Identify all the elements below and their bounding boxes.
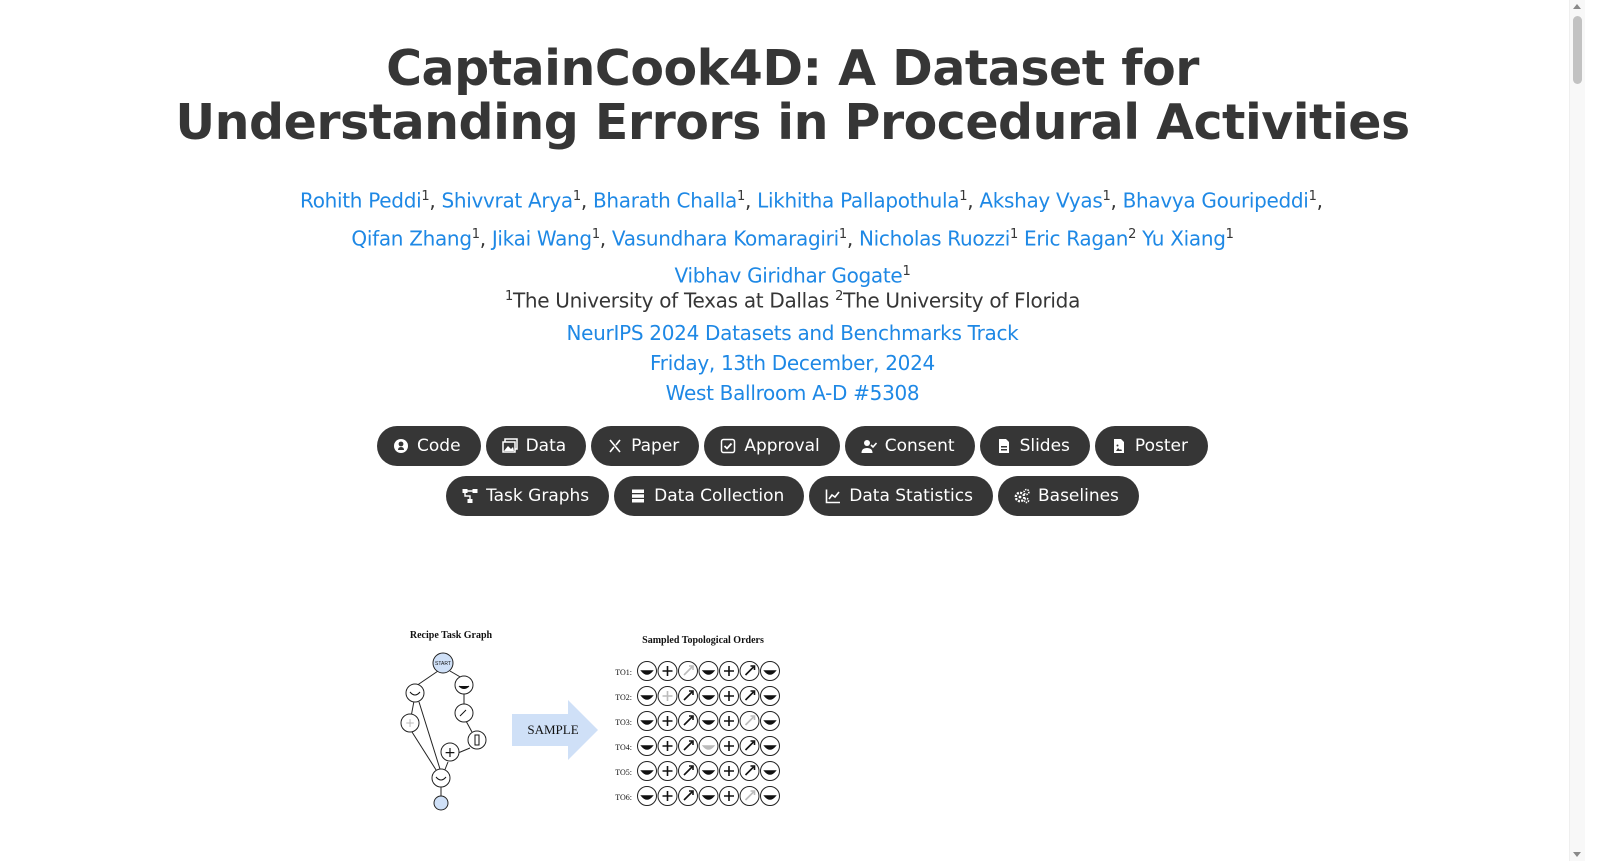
author-separator: , bbox=[1110, 188, 1117, 213]
scrollbar-thumb[interactable] bbox=[1573, 16, 1582, 84]
end-node bbox=[434, 796, 448, 810]
baselines-button[interactable] bbox=[998, 476, 1139, 516]
bowl-icon bbox=[432, 769, 450, 787]
baselines-button-label: Baselines bbox=[1037, 486, 1119, 506]
paper-button[interactable] bbox=[591, 426, 699, 466]
order-label: TO2: bbox=[615, 693, 632, 702]
author-affiliation-mark: 1 bbox=[572, 189, 581, 204]
task-graphs-button-label: Task Graphs bbox=[486, 486, 590, 506]
author-link-rohith-peddi[interactable]: Rohith Peddi bbox=[300, 188, 422, 213]
author-link-bharath-challa[interactable]: Bharath Challa bbox=[592, 188, 738, 213]
author-link-qifan-zhang[interactable]: Qifan Zhang bbox=[351, 226, 472, 251]
author-separator: , bbox=[1316, 188, 1323, 213]
author-affiliation-mark: 1 bbox=[471, 226, 480, 242]
approval-button[interactable] bbox=[704, 426, 839, 466]
author-separator: , bbox=[599, 226, 606, 251]
author-link-jikai-wang[interactable]: Jikai Wang bbox=[491, 226, 592, 251]
author-affiliation-mark: 1 bbox=[421, 189, 430, 204]
author-affiliation-mark: 1 bbox=[902, 264, 911, 280]
title-line-2: Understanding Errors in Procedural Activities bbox=[175, 94, 1410, 151]
sitemap-icon bbox=[462, 488, 478, 504]
author-link-likhitha-pallapothula[interactable]: Likhitha Pallapothula bbox=[757, 188, 960, 213]
pan-icon bbox=[406, 684, 424, 702]
author-list bbox=[300, 180, 1323, 293]
author-affiliation-mark: 1 bbox=[1102, 189, 1111, 204]
data-collection-button[interactable] bbox=[614, 476, 804, 516]
task-graphs-button[interactable] bbox=[446, 476, 609, 516]
task-graph-figure bbox=[400, 628, 810, 828]
title-line-1: CaptainCook4D: A Dataset for bbox=[386, 40, 1199, 97]
order-label: TO3: bbox=[615, 718, 632, 727]
chart-line-icon bbox=[825, 488, 841, 504]
author-affiliation-mark: 2 bbox=[1128, 226, 1137, 242]
link-button-row-1 bbox=[0, 426, 1585, 466]
author-separator: , bbox=[967, 188, 974, 213]
user-check-icon bbox=[861, 438, 877, 454]
database-icon bbox=[630, 488, 646, 504]
check-square-icon bbox=[720, 438, 736, 454]
code-button-label: Code bbox=[417, 436, 461, 456]
venue-track: NeurIPS 2024 Datasets and Benchmarks Track bbox=[566, 321, 1019, 345]
affiliations bbox=[0, 284, 1585, 314]
author-link-bhavya-gouripeddi[interactable]: Bhavya Gouripeddi bbox=[1122, 188, 1309, 213]
svg-text:+: + bbox=[404, 716, 416, 730]
arxiv-icon bbox=[607, 438, 623, 454]
images-icon bbox=[502, 438, 518, 454]
sample-label: SAMPLE bbox=[527, 722, 579, 737]
order-label: TO6: bbox=[615, 793, 632, 802]
data-button[interactable] bbox=[486, 426, 587, 466]
svg-text:+: + bbox=[444, 745, 456, 761]
poster-button-label: Poster bbox=[1134, 436, 1188, 456]
orders-title: Sampled Topological Orders bbox=[642, 635, 764, 646]
author-affiliation-mark: 1 bbox=[591, 226, 600, 242]
start-label: START bbox=[435, 661, 451, 667]
author-affiliation-mark: 1 bbox=[737, 189, 745, 204]
author-separator: , bbox=[429, 188, 436, 213]
author-link-vibhav-giridhar-gogate[interactable]: Vibhav Giridhar Gogate bbox=[674, 263, 903, 288]
author-separator: , bbox=[580, 188, 587, 213]
author-link-eric-ragan[interactable]: Eric Ragan bbox=[1024, 226, 1129, 251]
author-link-yu-xiang[interactable]: Yu Xiang bbox=[1142, 226, 1226, 251]
affiliation-2: The University of Florida bbox=[843, 288, 1081, 313]
consent-button[interactable] bbox=[845, 426, 975, 466]
author-link-nicholas-ruozzi[interactable]: Nicholas Ruozzi bbox=[858, 226, 1010, 251]
consent-button-label: Consent bbox=[884, 436, 955, 456]
file-icon bbox=[996, 438, 1012, 454]
data-button-label: Data bbox=[525, 436, 567, 456]
author-affiliation-mark: 1 bbox=[1009, 226, 1018, 242]
affiliation-1: The University of Texas at Dallas bbox=[512, 288, 830, 313]
author-affiliation-mark: 1 bbox=[1225, 226, 1234, 242]
file-image-icon bbox=[1111, 438, 1127, 454]
order-label: TO5: bbox=[615, 768, 632, 777]
approval-button-label: Approval bbox=[744, 436, 820, 456]
author-separator: , bbox=[846, 226, 853, 251]
author-link-shivvrat-arya[interactable]: Shivvrat Arya bbox=[441, 188, 573, 213]
vertical-scrollbar[interactable] bbox=[1569, 0, 1585, 861]
scroll-down-arrow-icon[interactable] bbox=[1573, 852, 1581, 857]
affiliation-mark-2: 2 bbox=[835, 289, 844, 304]
venue-info bbox=[0, 318, 1585, 408]
task-graph-illustration bbox=[400, 628, 810, 828]
venue-location: West Ballroom A-D #5308 bbox=[665, 381, 920, 405]
author-affiliation-mark: 1 bbox=[959, 189, 968, 204]
author-line-2 bbox=[300, 218, 1285, 256]
pour-icon bbox=[455, 676, 473, 694]
author-line-1 bbox=[300, 180, 1323, 218]
author-separator: , bbox=[745, 188, 752, 213]
author-affiliation-mark: 1 bbox=[1308, 189, 1317, 204]
link-button-row-2 bbox=[0, 476, 1585, 516]
code-button[interactable] bbox=[377, 426, 481, 466]
page-title bbox=[0, 42, 1585, 150]
topological-orders bbox=[615, 662, 779, 806]
data-collection-button-label: Data Collection bbox=[654, 486, 785, 506]
venue-date: Friday, 13th December, 2024 bbox=[650, 351, 935, 375]
affiliation-mark-1: 1 bbox=[504, 289, 513, 304]
author-affiliation-mark: 1 bbox=[838, 226, 847, 242]
order-label: TO4: bbox=[615, 743, 632, 752]
github-icon bbox=[393, 438, 409, 454]
author-link-akshay-vyas[interactable]: Akshay Vyas bbox=[979, 188, 1103, 213]
whisk-icon bbox=[455, 704, 473, 722]
slides-button[interactable] bbox=[980, 426, 1090, 466]
author-link-vasundhara-komaragiri[interactable]: Vasundhara Komaragiri bbox=[611, 226, 839, 251]
graph-nodes bbox=[401, 653, 486, 810]
cogs-icon bbox=[1014, 488, 1030, 504]
slides-button-label: Slides bbox=[1019, 436, 1070, 456]
data-statistics-button-label: Data Statistics bbox=[849, 486, 973, 506]
graph-title: Recipe Task Graph bbox=[409, 630, 493, 641]
paper-button-label: Paper bbox=[631, 436, 680, 456]
poster-button[interactable] bbox=[1095, 426, 1208, 466]
author-separator: , bbox=[479, 226, 486, 251]
data-statistics-button[interactable] bbox=[809, 476, 993, 516]
shaker-icon bbox=[468, 731, 486, 749]
scroll-up-arrow-icon[interactable] bbox=[1573, 4, 1581, 9]
order-label: TO1: bbox=[615, 668, 632, 677]
